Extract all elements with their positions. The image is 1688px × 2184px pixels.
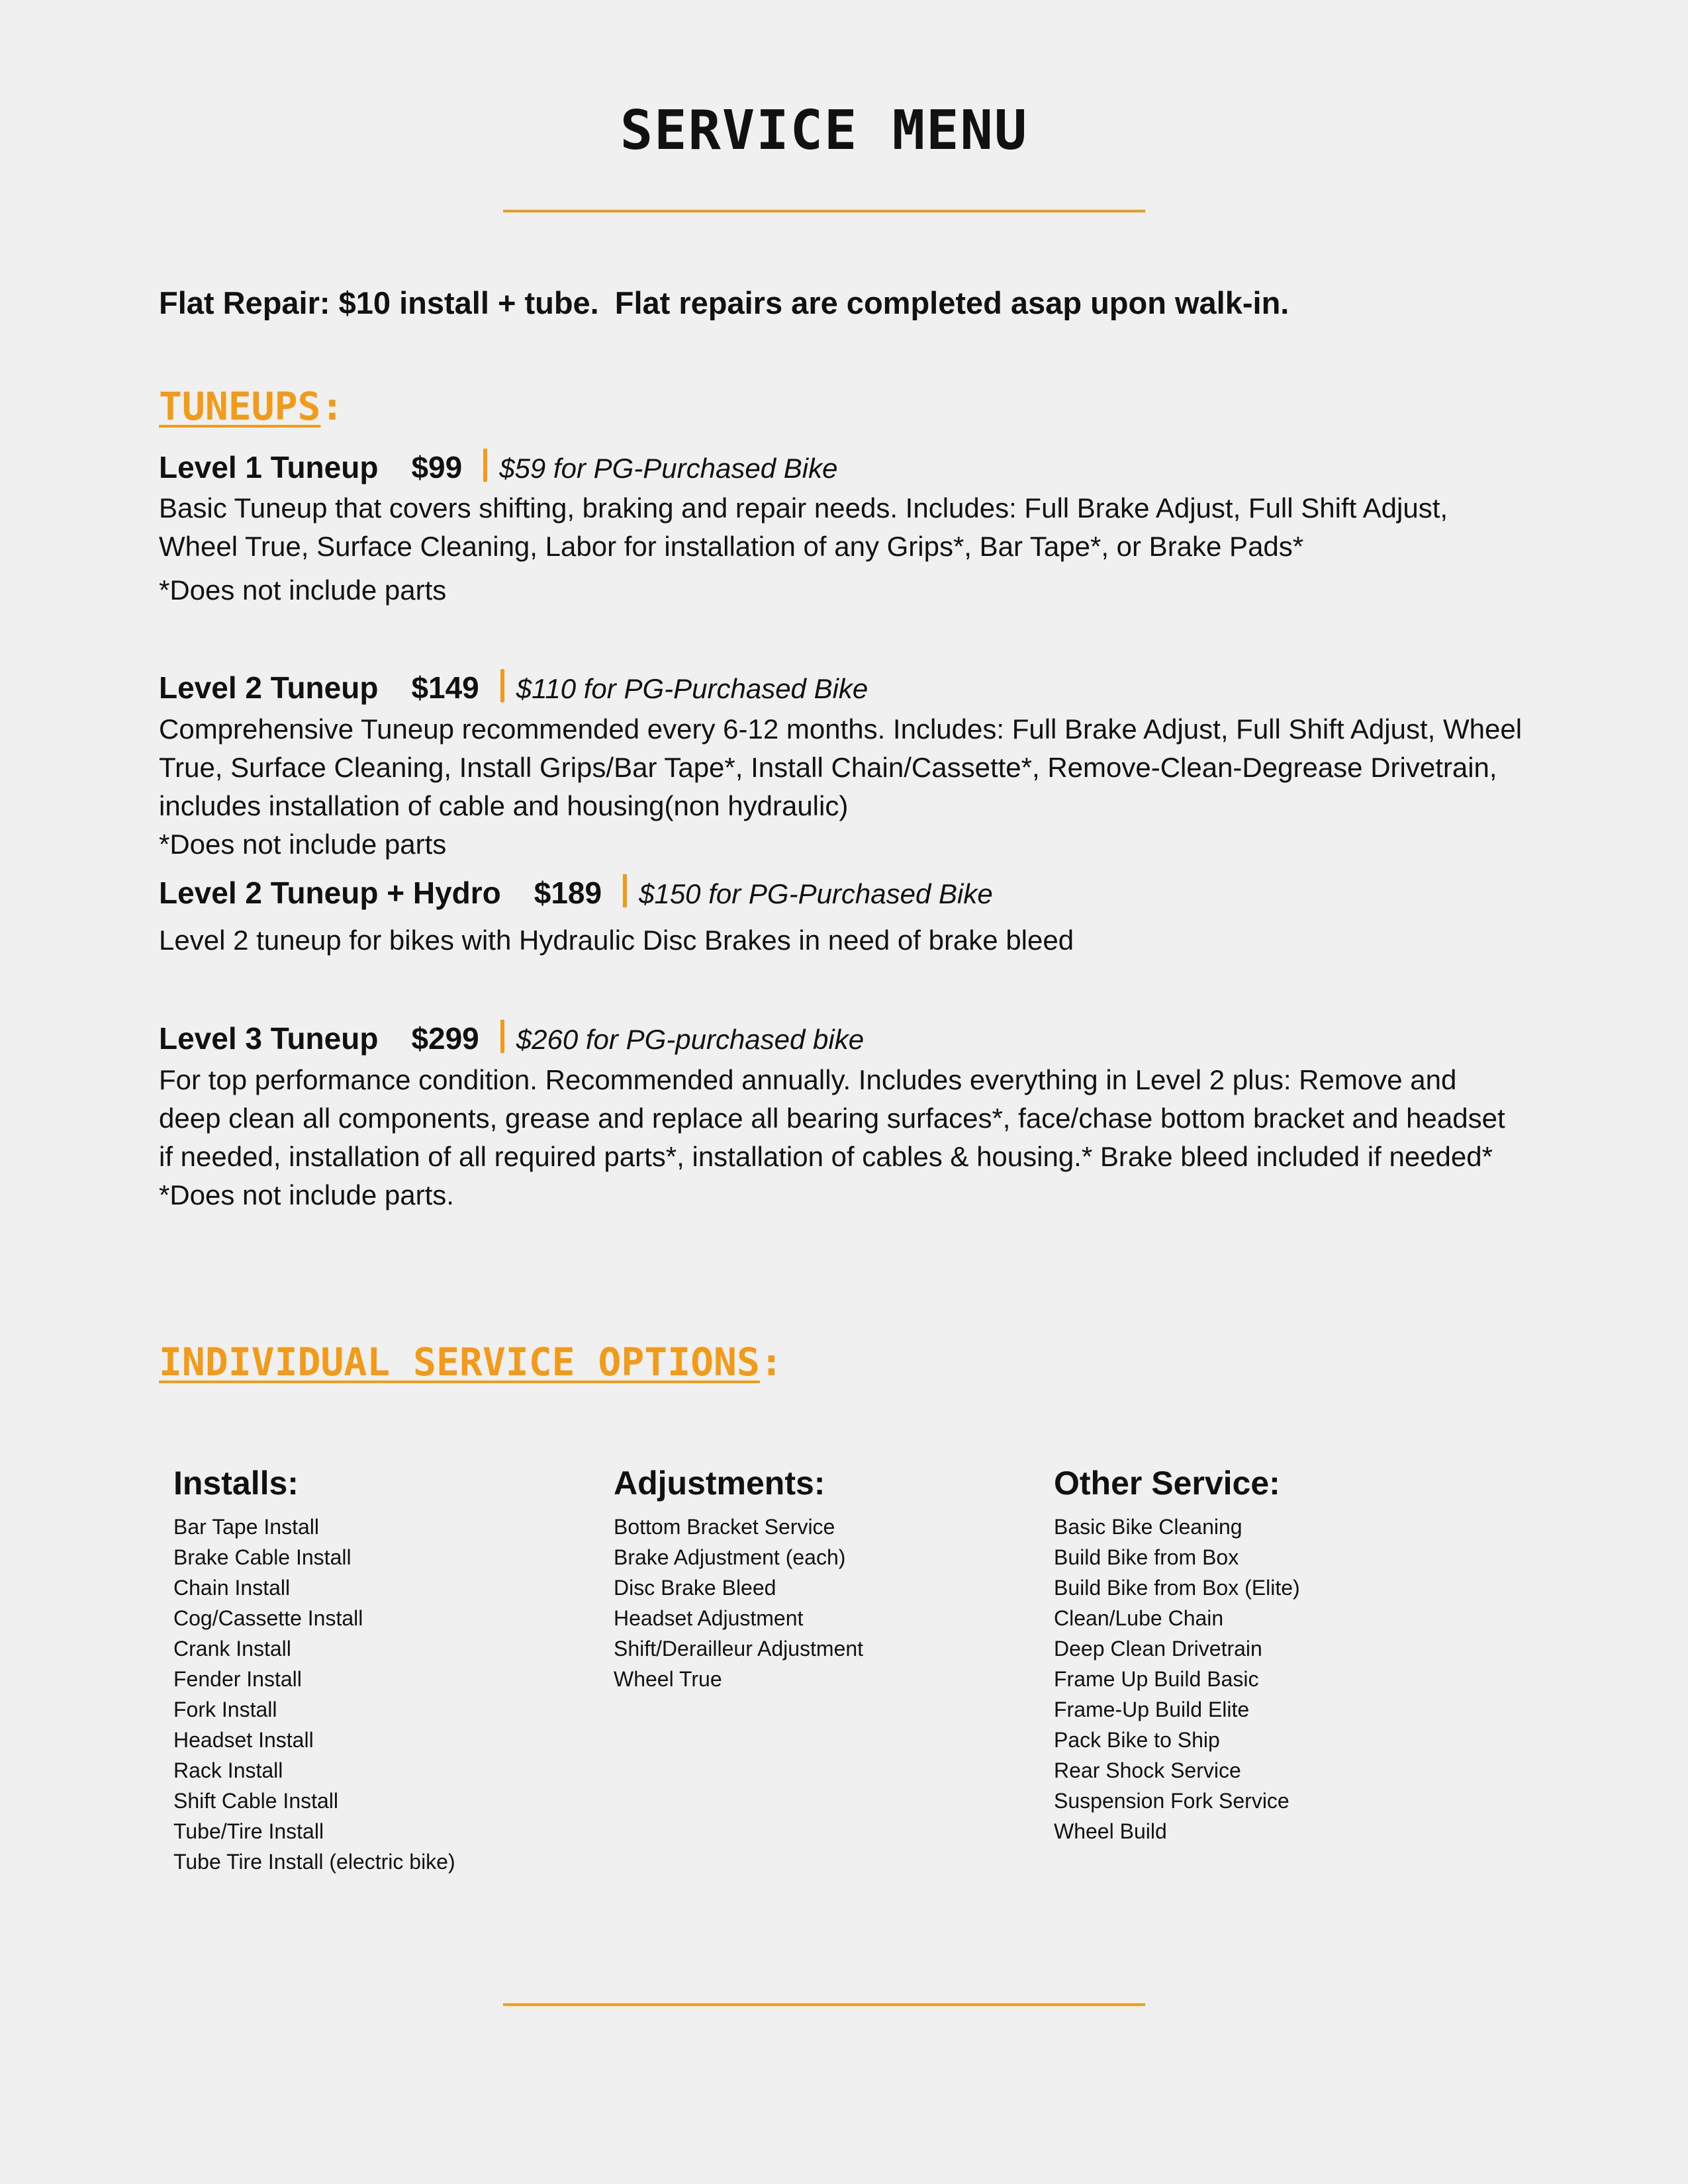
installs-column [173,1464,597,1877]
other-service-list [1054,1512,1477,1846]
list-item: Suspension Fork Service [1054,1789,1289,1813]
list-item: Crank Install [173,1637,291,1661]
tuneup-price: $299 [411,1021,479,1056]
top-divider [503,210,1145,212]
accent-bar [500,669,504,702]
tuneup-level-3-description [159,1061,1523,1214]
tuneup-name: Level 2 Tuneup + Hydro [159,876,501,910]
list-item: Frame-Up Build Elite [1054,1698,1250,1721]
tuneup-description: Level 2 tuneup for bikes with Hydraulic Disc Brakes in need of brake bleed [159,925,1074,956]
tuneup-note: *Does not include parts [159,829,447,860]
tuneup-level-2-description [159,710,1523,864]
list-item: Shift/Derailleur Adjustment [614,1637,864,1661]
list-item: Deep Clean Drivetrain [1054,1637,1262,1661]
list-item: Tube/Tire Install [173,1819,324,1843]
list-item: Fork Install [173,1698,277,1721]
tuneup-level-2-hydro-description [159,921,1523,960]
list-item: Brake Adjustment (each) [614,1545,846,1569]
list-item: Frame Up Build Basic [1054,1667,1259,1691]
list-item: Basic Bike Cleaning [1054,1515,1243,1539]
list-item: Shift Cable Install [173,1789,339,1813]
page-title: SERVICE MENU [620,99,1029,162]
accent-bar [483,449,487,482]
tuneup-name: Level 3 Tuneup [159,1021,379,1056]
list-item: Fender Install [173,1667,302,1691]
bottom-divider [503,2003,1145,2006]
list-item: Build Bike from Box [1054,1545,1239,1569]
tuneup-note: *Does not include parts. [159,1179,454,1210]
tuneup-level-1-description [159,489,1523,610]
list-item: Headset Install [173,1728,314,1752]
tuneup-pg-price: $110 for PG-Purchased Bike [516,673,868,704]
accent-bar [500,1020,504,1053]
flat-repair-price: Flat Repair: $10 install + tube. [159,285,599,320]
list-item: Wheel True [614,1667,722,1691]
list-item: Pack Bike to Ship [1054,1728,1220,1752]
flat-repair-line [159,285,1289,321]
list-item: Bottom Bracket Service [614,1515,835,1539]
list-item: Headset Adjustment [614,1606,804,1630]
other-service-column [1054,1464,1477,1846]
tuneup-price: $189 [534,876,602,910]
tuneup-pg-price: $59 for PG-Purchased Bike [499,453,838,484]
flat-repair-note: Flat repairs are completed asap upon walk-in. [614,285,1289,320]
accent-bar [623,874,627,907]
list-item: Wheel Build [1054,1819,1167,1843]
tuneup-pg-price: $260 for PG-purchased bike [516,1024,865,1055]
tuneup-name: Level 1 Tuneup [159,450,379,484]
list-item: Rack Install [173,1758,283,1782]
tuneup-level-3-header [159,1016,864,1056]
list-item: Cog/Cassette Install [173,1606,363,1630]
installs-list [173,1512,597,1877]
other-service-heading: Other Service: [1054,1465,1280,1502]
list-item: Tube Tire Install (electric bike) [173,1850,455,1874]
adjustments-column [614,1464,1037,1694]
list-item: Build Bike from Box (Elite) [1054,1576,1300,1600]
list-item: Rear Shock Service [1054,1758,1241,1782]
tuneups-heading: TUNEUPS: [159,384,344,429]
tuneup-pg-price: $150 for PG-Purchased Bike [639,878,993,909]
tuneup-note: *Does not include parts [159,574,447,606]
installs-heading: Installs: [173,1465,299,1502]
tuneup-description: Basic Tuneup that covers shifting, braking and repair needs. Includes: Full Brake Adjust, Full Shift Adjust, Wheel True, Surface Cleaning, Labor for installation of any Grips*, Bar Tape*, or Brake Pads* [159,492,1448,562]
list-item: Disc Brake Bleed [614,1576,776,1600]
tuneup-description: Comprehensive Tuneup recommended every 6-12 months. Includes: Full Brake Adjust, Full Shift Adjust, Wheel True, Surface Cleaning, Install Grips/Bar Tape*, Install Chain/Cassette*, Remove-Clean-Degrease Drivetrain, includes installation of cable and housing(non hydraulic) [159,713,1523,821]
tuneup-level-2-header [159,665,868,705]
adjustments-list [614,1512,1037,1694]
adjustments-heading: Adjustments: [614,1465,825,1502]
tuneup-level-1-header [159,445,837,485]
tuneup-name: Level 2 Tuneup [159,670,379,705]
list-item: Brake Cable Install [173,1545,352,1569]
list-item: Bar Tape Install [173,1515,319,1539]
tuneup-price: $149 [411,670,479,705]
individual-services-heading: INDIVIDUAL SERVICE OPTIONS: [159,1340,783,1385]
tuneup-level-2-hydro-header [159,870,993,911]
list-item: Chain Install [173,1576,291,1600]
list-item: Clean/Lube Chain [1054,1606,1224,1630]
tuneup-description: For top performance condition. Recommended annually. Includes everything in Level 2 plus: Remove and deep clean all components, grease and replace all bearing surfaces*, face/chase bottom bracket and headset if needed, installation of all required parts*, installation of cables & housing.* Brake bleed included if needed* [159,1064,1505,1172]
tuneup-price: $99 [411,450,463,484]
